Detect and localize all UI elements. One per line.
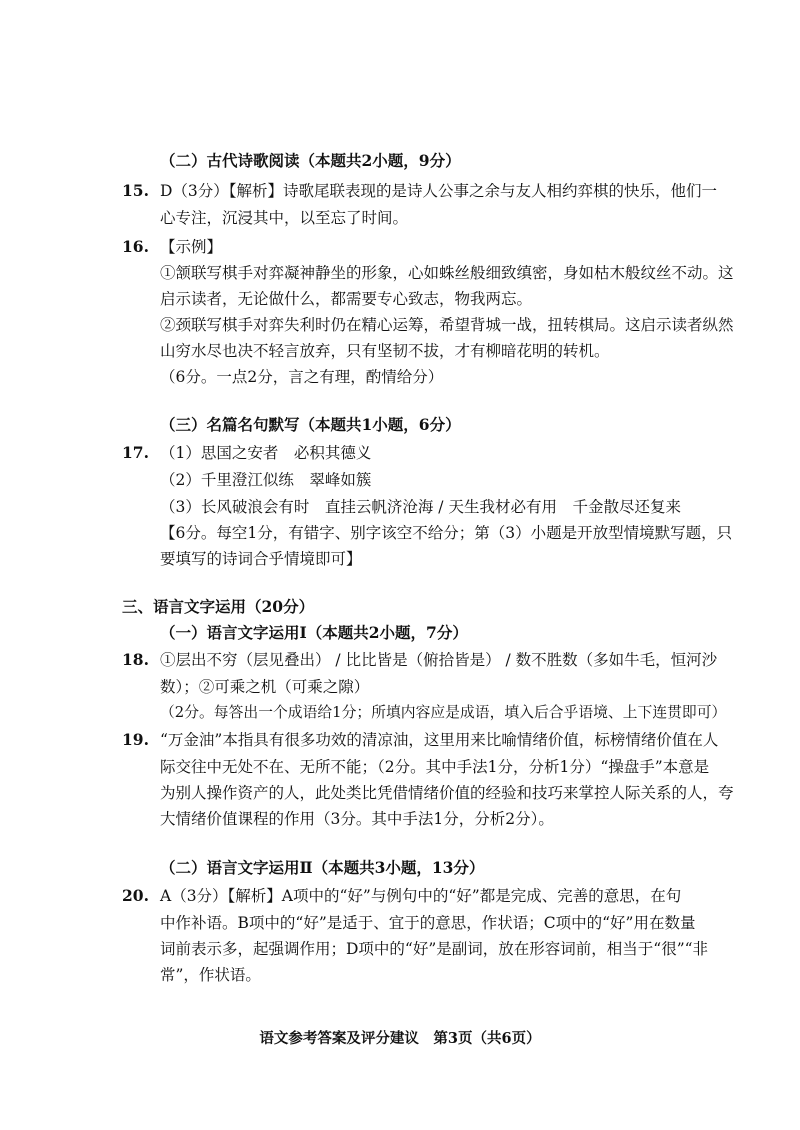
question-number-18: 18. <box>122 650 149 669</box>
q19-line-1: “万金油”本指具有很多功效的清凉油，这里用来比喻情绪价值，标榜情绪价值在人 <box>160 731 719 749</box>
q17-line-1: （1）思国之安者 必积其德义 <box>160 444 372 462</box>
q16-line-3: 启示读者，无论做什么，都需要专心致志，物我两忘。 <box>160 290 533 308</box>
page-footer: 语文参考答案及评分建议 第3页（共6页） <box>259 1030 541 1047</box>
q17-line-2: （2）千里澄江似练 翠峰如簇 <box>160 471 372 489</box>
q16-line-5: 山穷水尽也决不轻言放弃，只有坚韧不拔，才有柳暗花明的转机。 <box>160 342 610 360</box>
q19-line-3: 为别人操作资产的人，此处类比凭借情绪价值的经验和技巧来掌控人际关系的人，夸 <box>160 784 734 802</box>
q18-line-2: 数）；②可乘之机（可乘之隙） <box>160 678 370 696</box>
q20-line-4: 常”，作状语。 <box>160 966 261 984</box>
q17-line-4: 【6分。每空1分，有错字、别字该空不给分；第（3）小题是开放型情境默写题，只 <box>160 524 733 542</box>
section-heading-dictation: （三）名篇名句默写（本题共1小题，6分） <box>160 415 461 434</box>
question-number-16: 16. <box>122 237 149 256</box>
q18-line-1: ①层出不穷（层见叠出） / 比比皆是（俯拾皆是） / 数不胜数（多如牛毛，恒河沙 <box>160 651 718 669</box>
question-number-20: 20. <box>122 886 149 905</box>
q15-line-1: D（3分）【解析】诗歌尾联表现的是诗人公事之余与友人相约弈棋的快乐，他们一 <box>160 182 718 200</box>
q17-line-5: 要填写的诗词合乎情境即可】 <box>160 550 362 568</box>
section-heading-language: 三、语言文字运用（20分） <box>122 597 315 616</box>
q20-line-3: 词前表示多，起强调作用；D项中的“好”是副词，放在形容词前，相当于“很”“非 <box>160 940 709 958</box>
q19-line-4: 大情绪价值课程的作用（3分。其中手法1分，分析2分）。 <box>160 810 554 828</box>
section-heading-ancient-poetry: （二）古代诗歌阅读（本题共2小题，9分） <box>160 151 461 170</box>
q20-line-1: A（3分）【解析】A项中的“好”与例句中的“好”都是完成、完善的意思，在句 <box>160 887 682 905</box>
question-number-17: 17. <box>122 443 149 462</box>
q17-line-3: （3）长风破浪会有时 直挂云帆济沧海 / 天生我材必有用 千金散尽还复来 <box>160 498 681 516</box>
subsection-heading-language-2: （二）语言文字运用Ⅱ（本题共3小题，13分） <box>160 858 485 877</box>
q20-line-2: 中作补语。B项中的“好”是适于、宜于的意思，作状语；C项中的“好”用在数量 <box>160 914 696 932</box>
subsection-heading-language-1: （一）语言文字运用Ⅰ（本题共2小题，7分） <box>160 623 468 642</box>
question-number-19: 19. <box>122 730 149 749</box>
q16-line-6: （6分。一点2分，言之有理，酌情给分） <box>160 368 444 386</box>
q15-line-2: 心专注，沉浸其中，以至忘了时间。 <box>160 209 409 227</box>
q16-line-2: ①颔联写棋手对弈凝神静坐的形象，心如蛛丝般细致缜密，身如枯木般纹丝不动。这 <box>160 264 734 282</box>
q16-line-1: 【示例】 <box>160 238 223 256</box>
question-number-15: 15. <box>122 181 149 200</box>
q18-line-3: （2分。每答出一个成语给1分；所填内容应是成语，填入后合乎语境、上下连贯即可） <box>160 704 727 721</box>
q19-line-2: 际交往中无处不在、无所不能；（2分。其中手法1分，分析1分）“操盘手”本意是 <box>160 758 710 776</box>
q16-line-4: ②颈联写棋手对弈失利时仍在精心运筹，希望背城一战，扭转棋局。这启示读者纵然 <box>160 316 734 334</box>
